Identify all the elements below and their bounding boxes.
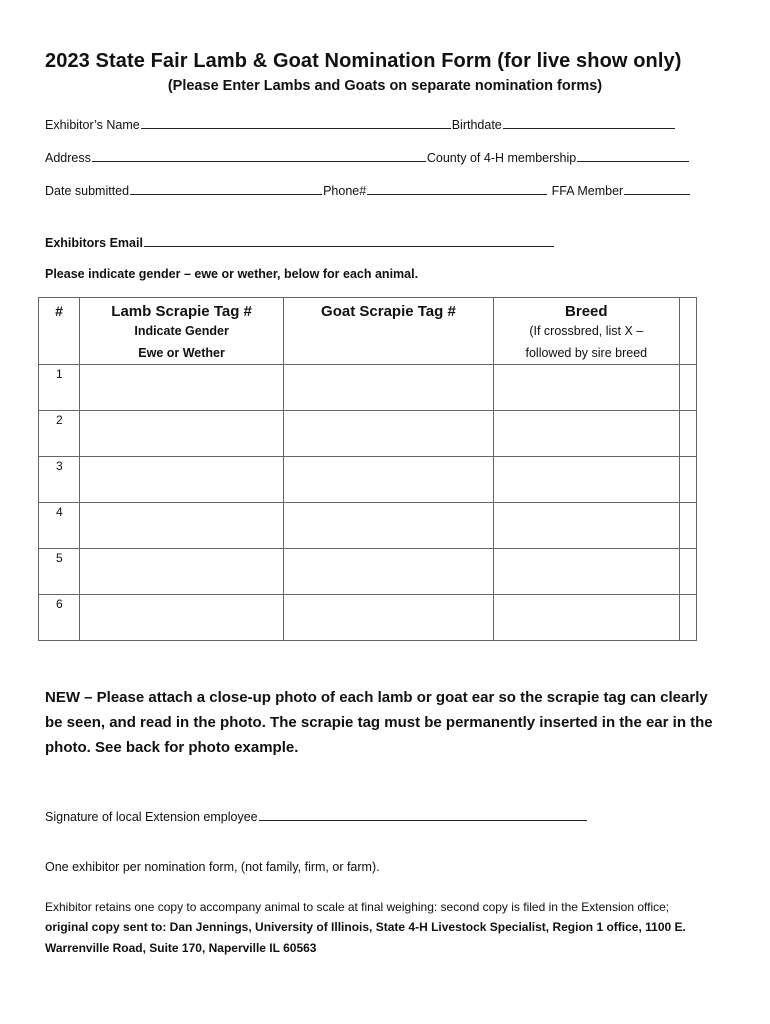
signature-field[interactable] [259,808,587,821]
phone-field[interactable] [367,182,547,195]
goat-tag-cell[interactable] [284,595,493,641]
original-copy-line1: original copy sent to: Dan Jennings, University of Illinois, State 4-H Livestock Specialist, Region 1 office, 1100 E. [45,920,686,934]
row-address-county [45,149,690,165]
breed-cell[interactable] [493,503,679,549]
email-field[interactable] [144,234,554,247]
table-row [39,503,697,549]
exhibitor-name-field[interactable] [141,116,451,129]
breed-cell[interactable] [493,595,679,641]
lamb-tag-cell[interactable] [79,365,283,411]
table-row [39,595,697,641]
birthdate-field[interactable] [503,116,675,129]
form-title: 2023 State Fair Lamb & Goat Nomination Form (for live show only) [45,50,682,72]
lamb-tag-cell[interactable] [79,595,283,641]
header-lamb-sub1: Indicate Gender [134,324,229,338]
one-exhibitor-note: One exhibitor per nomination form, (not family, firm, or farm). [45,860,380,874]
header-breed-sub2: followed by sire breed [525,346,648,360]
header-breed-title: Breed [565,303,608,320]
goat-tag-cell[interactable] [284,457,493,503]
row-number-cell: 2 [39,411,80,457]
header-lamb-title: Lamb Scrapie Tag # [111,303,252,320]
goat-tag-cell[interactable] [284,411,493,457]
extra-cell [680,365,697,411]
row-number-cell: 6 [39,595,80,641]
address-label: Address [45,151,91,165]
gender-instruction: Please indicate gender – ewe or wether, below for each animal. [45,267,419,281]
signature-label: Signature of local Extension employee [45,810,258,824]
row-signature [45,808,588,824]
lamb-tag-cell[interactable] [79,411,283,457]
extra-cell [680,595,697,641]
row-email [45,234,555,250]
address-field[interactable] [92,149,426,162]
retain-copy-note: Exhibitor retains one copy to accompany animal to scale at final weighing: second copy is filed in the Extension office; [45,900,670,914]
row-number-cell: 4 [39,503,80,549]
photo-requirement-note: NEW – Please attach a close-up photo of each lamb or goat ear so the scrapie tag can clearly be seen, and read in the photo. The scrapie tag must be permanently inserted in the ear in the photo. See back for photo example. [45,689,713,756]
table-row [39,411,697,457]
county-field[interactable] [577,149,689,162]
form-subtitle: (Please Enter Lambs and Goats on separate nomination forms) [167,78,603,94]
header-breed [493,298,679,365]
extra-cell [680,411,697,457]
exhibitor-name-label: Exhibitor’s Name [45,118,140,132]
animal-table [38,297,697,641]
lamb-tag-cell[interactable] [79,549,283,595]
table-row [39,457,697,503]
row-number-cell: 1 [39,365,80,411]
header-goat [284,298,493,365]
phone-label: Phone# [323,184,367,198]
lamb-tag-cell[interactable] [79,457,283,503]
table-header-row [39,298,697,365]
header-lamb-sub2: Ewe or Wether [138,346,225,360]
breed-cell[interactable] [493,549,679,595]
goat-tag-cell[interactable] [284,503,493,549]
date-submitted-field[interactable] [130,182,322,195]
ffa-label: FFA Member [551,184,624,198]
header-lamb [79,298,283,365]
date-submitted-label: Date submitted [45,184,130,198]
header-goat-title: Goat Scrapie Tag # [321,303,456,320]
row-number-cell: 3 [39,457,80,503]
goat-tag-cell[interactable] [284,549,493,595]
header-breed-sub1: (If crossbred, list X – [529,324,644,338]
original-copy-line2: Warrenville Road, Suite 170, Naperville IL 60563 [45,941,317,955]
extra-cell [680,457,697,503]
county-label: County of 4-H membership [426,151,577,165]
goat-tag-cell[interactable] [284,365,493,411]
breed-cell[interactable] [493,365,679,411]
lamb-tag-cell[interactable] [79,503,283,549]
row-name-birthdate [45,116,676,132]
breed-cell[interactable] [493,457,679,503]
header-number: # [39,298,80,365]
ffa-field[interactable] [624,182,690,195]
breed-cell[interactable] [493,411,679,457]
email-label: Exhibitors Email [45,236,143,250]
birthdate-label: Birthdate [451,118,502,132]
row-date-phone-ffa [45,182,691,198]
header-extra [680,298,697,365]
table-row [39,549,697,595]
row-number-cell: 5 [39,549,80,595]
extra-cell [680,549,697,595]
extra-cell [680,503,697,549]
table-row [39,365,697,411]
